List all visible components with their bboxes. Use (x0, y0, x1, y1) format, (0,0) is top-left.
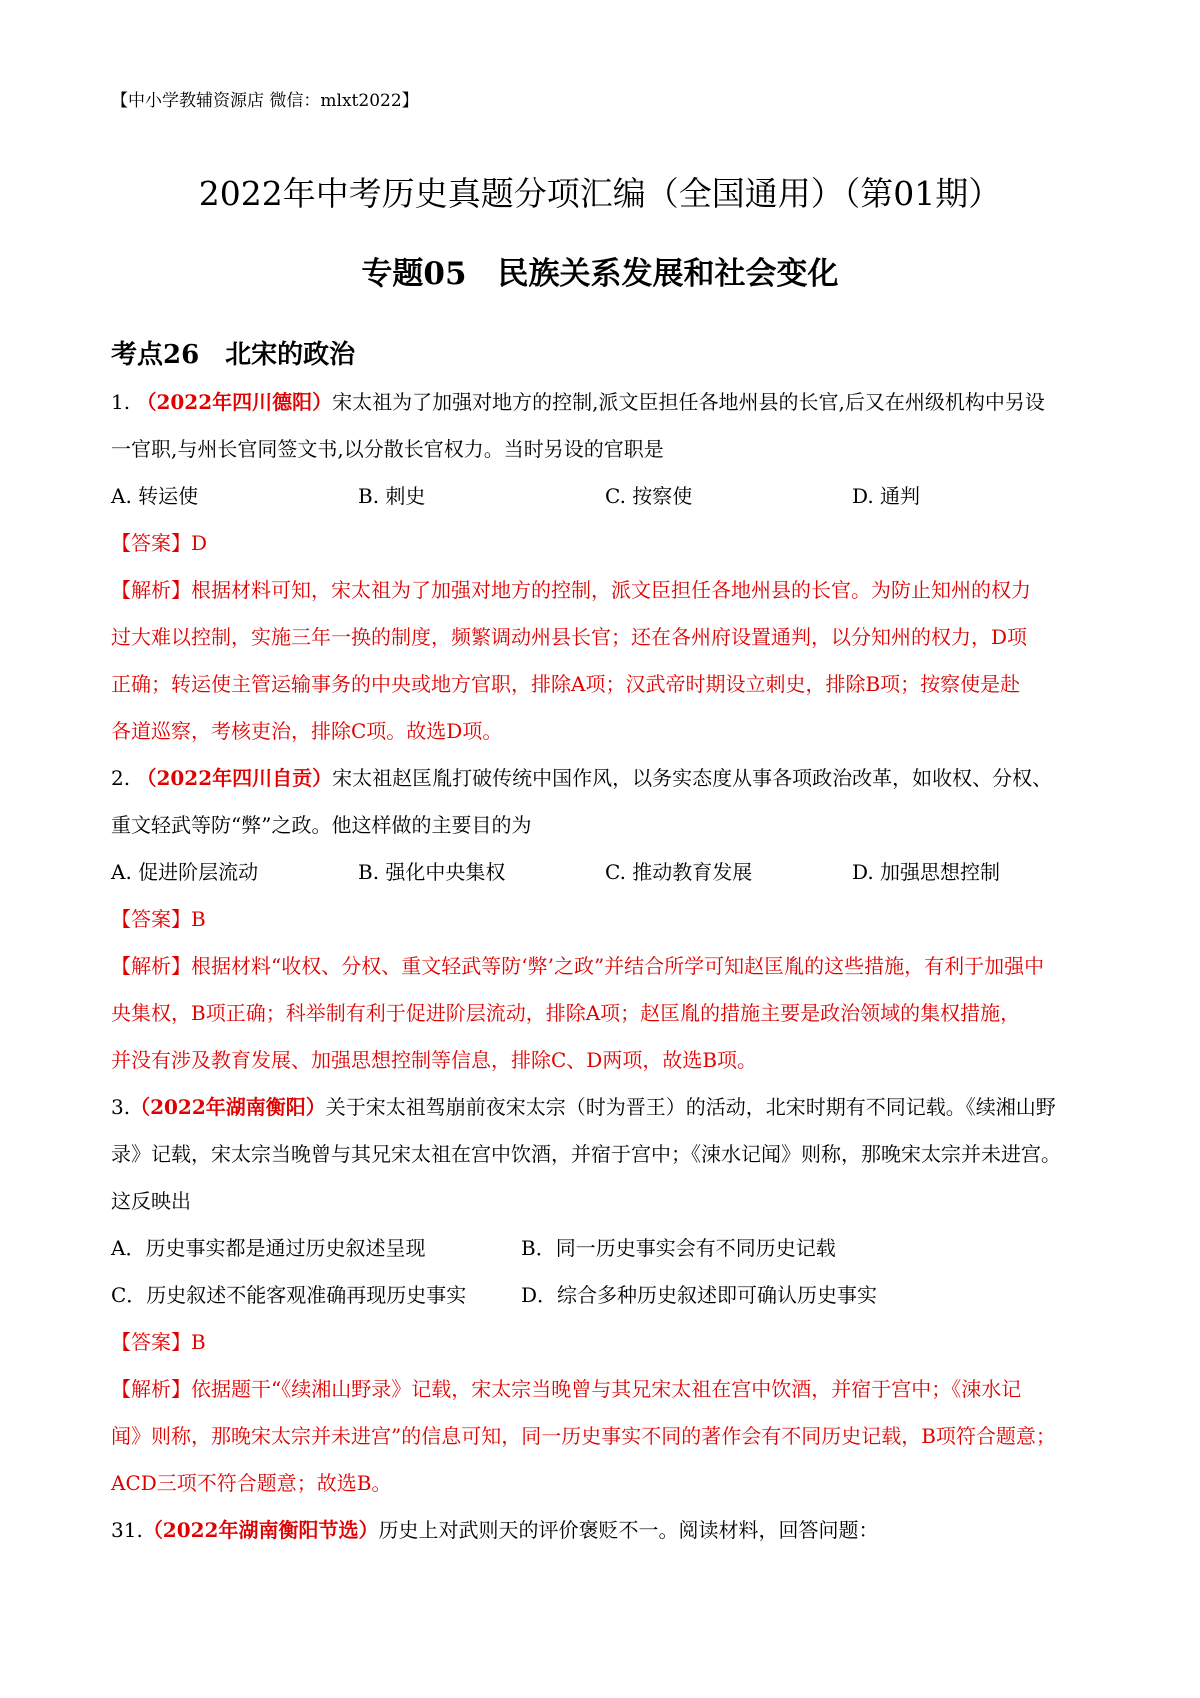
option-a: A. 促进阶层流动 (111, 860, 259, 884)
question-1-analysis-line: 正确；转运使主管运输事务的中央或地方官职，排除A项；汉武帝时期设立刺史，排除B项；按察使是赴 (111, 672, 1021, 696)
question-source: （2022年四川德阳） (136, 390, 333, 414)
question-source: （2022年四川自贡） (136, 766, 333, 790)
option-b: B. 强化中央集权 (358, 860, 506, 884)
section-heading: 考点26 北宋的政治 (111, 340, 356, 370)
question-source: （2022年湖南衡阳节选） (142, 1518, 379, 1542)
question-3-stem-line (111, 1091, 1101, 1138)
question-2-analysis-line: 并没有涉及教育发展、加强思想控制等信息，排除C、D两项，故选B项。 (111, 1048, 758, 1072)
option-a: A. 转运使 (111, 484, 199, 508)
header-note: 【中小学教辅资源店 微信：mlxt2022】 (111, 91, 419, 111)
option-d: D. 通判 (852, 484, 921, 508)
question-1-options (111, 480, 1101, 527)
question-stem: 关于宋太祖驾崩前夜宋太宗（时为晋王）的活动，北宋时期有不同记载。《续湘山野 (325, 1095, 1056, 1119)
question-number: 2. (111, 766, 131, 790)
option-b: B. 刺史 (358, 484, 426, 508)
question-2-analysis-line: 【解析】根据材料“收权、分权、重文轻武等防‘弊’之政”并结合所学可知赵匡胤的这些措施，有利于加强中 (111, 954, 1045, 978)
question-3-analysis-line: 【解析】依据题干“《续湘山野录》记载，宋太宗当晚曾与其兄宋太祖在宫中饮酒，并宿于宫中；《涑水记 (111, 1377, 1022, 1401)
question-number: 3. (111, 1095, 131, 1119)
question-3-analysis-line: ACD三项不符合题意；故选B。 (111, 1471, 392, 1495)
question-1-analysis-line: 各道巡察，考核吏治，排除C项。故选D项。 (111, 719, 503, 743)
option-c: C. 推动教育发展 (605, 860, 753, 884)
question-3-answer: 【答案】B (111, 1330, 206, 1354)
question-2-analysis-line: 央集权，B项正确；科举制有利于促进阶层流动，排除A项；赵匡胤的措施主要是政治领域的集权措施， (111, 1001, 1021, 1025)
question-2-stem-line: 重文轻武等防“弊”之政。他这样做的主要目的为 (111, 813, 532, 837)
question-1-analysis-line: 过大难以控制，实施三年一换的制度，频繁调动州县长官；还在各州府设置通判，以分知州的权力，D项 (111, 625, 1028, 649)
option-d: D. 加强思想控制 (852, 860, 1001, 884)
question-1-answer: 【答案】D (111, 531, 208, 555)
question-3-analysis-line: 闻》则称，那晚宋太宗并未进宫”的信息可知，同一历史事实不同的著作会有不同历史记载，B项符合题意； (111, 1424, 1056, 1448)
question-1-stem-line (111, 386, 1101, 433)
question-31-stem-line (111, 1514, 1101, 1561)
question-number: 1. (111, 390, 131, 414)
question-stem: 历史上对武则天的评价褒贬不一。阅读材料，回答问题： (378, 1518, 879, 1542)
question-stem: 宋太祖为了加强对地方的控制,派文臣担任各地州县的长官,后又在州级机构中另设 (332, 390, 1045, 414)
question-source: （2022年湖南衡阳） (130, 1095, 326, 1119)
question-3-stem-line: 这反映出 (111, 1189, 191, 1213)
option-c: C. 按察使 (605, 484, 693, 508)
question-1-stem-line: 一官职,与州长官同签文书,以分散长官权力。当时另设的官职是 (111, 437, 664, 461)
document-subtitle: 专题05 民族关系发展和社会变化 (361, 256, 839, 292)
document-title: 2022年中考历史真题分项汇编（全国通用）（第01期） (198, 174, 1002, 213)
question-2-answer: 【答案】B (111, 907, 206, 931)
question-2-options (111, 856, 1101, 903)
question-number: 31. (111, 1518, 143, 1542)
question-list (111, 386, 1101, 1561)
question-3-stem-line: 录》记载，宋太宗当晚曾与其兄宋太祖在宫中饮酒，并宿于宫中；《涑水记闻》则称，那晚宋太宗并未进宫。 (111, 1142, 1061, 1166)
option-d: D．综合多种历史叙述即可确认历史事实 (521, 1283, 878, 1307)
option-c: C．历史叙述不能客观准确再现历史事实 (111, 1283, 467, 1307)
option-a: A．历史事实都是通过历史叙述呈现 (111, 1236, 426, 1260)
question-2-stem-line (111, 762, 1101, 809)
question-1-analysis-line: 【解析】根据材料可知，宋太祖为了加强对地方的控制，派文臣担任各地州县的长官。为防止知州的权力 (111, 578, 1031, 602)
question-3-options-row (111, 1279, 1101, 1326)
question-3-options-row (111, 1232, 1101, 1279)
option-b: B．同一历史事实会有不同历史记载 (521, 1236, 836, 1260)
question-stem: 宋太祖赵匡胤打破传统中国作风，以务实态度从事各项政治改革，如收权、分权、 (332, 766, 1053, 790)
